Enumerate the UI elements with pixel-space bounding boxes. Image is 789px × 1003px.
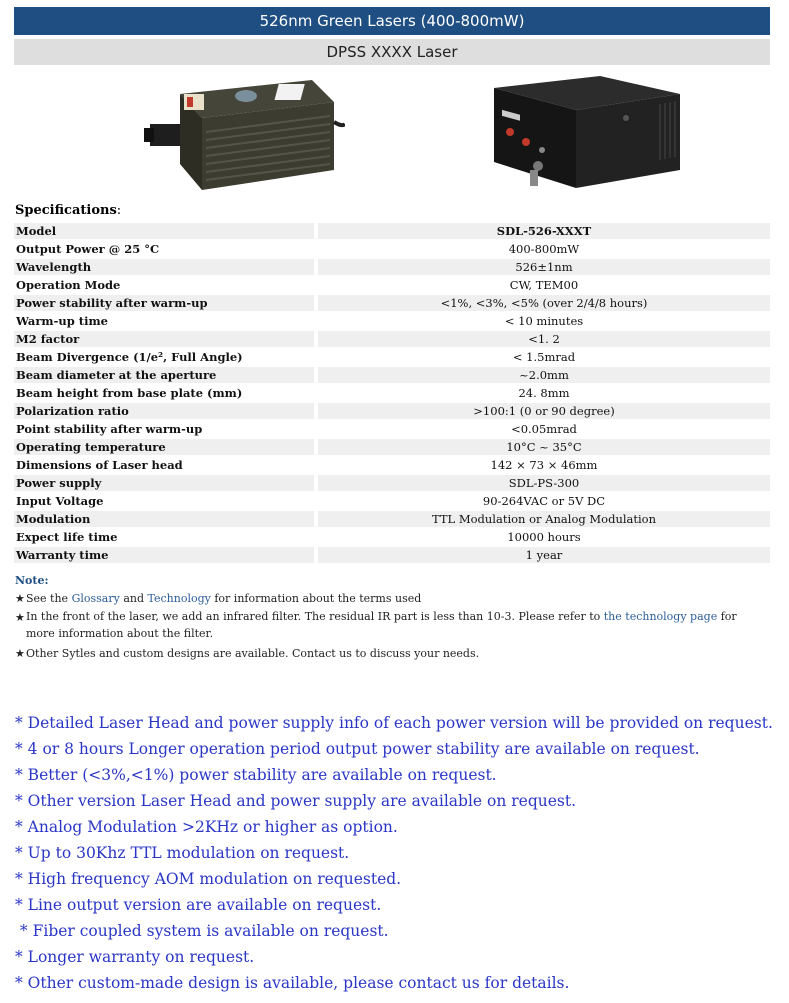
- spec-key: Point stability after warm-up: [14, 421, 314, 437]
- table-row: [14, 511, 770, 527]
- technology-link[interactable]: Technology: [147, 592, 211, 605]
- spec-key: Warm-up time: [14, 313, 314, 329]
- star-icon: ★: [15, 610, 25, 624]
- table-row: [14, 313, 770, 329]
- note-item: ★See the Glossary and Technology for information about the terms used: [15, 592, 422, 605]
- spec-value: < 10 minutes: [318, 313, 770, 329]
- table-row: [14, 277, 770, 293]
- table-row: [14, 223, 770, 239]
- list-item: * Line output version are available on request.: [15, 896, 382, 914]
- table-row: [14, 529, 770, 545]
- spec-key: Beam Divergence (1/e², Full Angle): [14, 349, 314, 365]
- spec-value: SDL-PS-300: [318, 475, 770, 491]
- spec-key: Dimensions of Laser head: [14, 457, 314, 473]
- power-supply-photo: [480, 70, 685, 196]
- product-subtitle: DPSS XXXX Laser: [14, 39, 770, 65]
- table-row: [14, 475, 770, 491]
- spec-key: Beam diameter at the aperture: [14, 367, 314, 383]
- spec-value: <0.05mrad: [318, 421, 770, 437]
- spec-key: Input Voltage: [14, 493, 314, 509]
- table-row: [14, 457, 770, 473]
- list-item: * Other custom-made design is available, please contact us for details.: [15, 974, 570, 992]
- list-item: * Up to 30Khz TTL modulation on request.: [15, 844, 350, 862]
- list-item: * Analog Modulation >2KHz or higher as option.: [15, 818, 398, 836]
- spec-value: >100:1 (0 or 90 degree): [318, 403, 770, 419]
- spec-value: 10000 hours: [318, 529, 770, 545]
- table-row: [14, 259, 770, 275]
- spec-key: M2 factor: [14, 331, 314, 347]
- note-heading: Note:: [15, 574, 49, 587]
- list-item: * Fiber coupled system is available on request.: [15, 922, 389, 940]
- spec-value: ~2.0mm: [318, 367, 770, 383]
- list-item: * Longer warranty on request.: [15, 948, 255, 966]
- list-item: * Other version Laser Head and power supply are available on request.: [15, 792, 577, 810]
- spec-key: Operation Mode: [14, 277, 314, 293]
- spec-key: Model: [14, 223, 314, 239]
- page-title: 526nm Green Lasers (400-800mW): [14, 7, 770, 35]
- spec-value: < 1.5mrad: [318, 349, 770, 365]
- spec-value: <1. 2: [318, 331, 770, 347]
- list-item: * High frequency AOM modulation on requested.: [15, 870, 402, 888]
- laser-head-photo: [142, 72, 345, 196]
- table-row: [14, 493, 770, 509]
- table-row: [14, 385, 770, 401]
- spec-value: SDL-526-XXXT: [318, 223, 770, 239]
- request-options-list: [15, 710, 773, 996]
- table-row: [14, 331, 770, 347]
- spec-value: <1%, <3%, <5% (over 2/4/8 hours): [318, 295, 770, 311]
- spec-key: Modulation: [14, 511, 314, 527]
- note-item: ★Other Sytles and custom designs are available. Contact us to discuss your needs.: [15, 647, 480, 660]
- table-row: [14, 295, 770, 311]
- spec-key: Power stability after warm-up: [14, 295, 314, 311]
- spec-key: Polarization ratio: [14, 403, 314, 419]
- spec-value: 10°C ~ 35°C: [318, 439, 770, 455]
- specifications-table: [14, 221, 770, 565]
- spec-key: Output Power @ 25 °C: [14, 241, 314, 257]
- note-item: ★In the front of the laser, we add an infrared filter. The residual IR part is less than 10-3. Please refer to the technology page for more information about the filter.: [15, 610, 737, 640]
- spec-value: 90-264VAC or 5V DC: [318, 493, 770, 509]
- spec-value: 1 year: [318, 547, 770, 563]
- spec-value: 526±1nm: [318, 259, 770, 275]
- table-row: [14, 367, 770, 383]
- list-item: * Better (<3%,<1%) power stability are available on request.: [15, 766, 497, 784]
- table-row: [14, 241, 770, 257]
- star-icon: ★: [15, 647, 25, 660]
- spec-value: 400-800mW: [318, 241, 770, 257]
- spec-key: Warranty time: [14, 547, 314, 563]
- spec-key: Beam height from base plate (mm): [14, 385, 314, 401]
- spec-key: Power supply: [14, 475, 314, 491]
- technology-page-link[interactable]: the technology page: [603, 610, 718, 623]
- table-row: [14, 547, 770, 563]
- table-row: [14, 349, 770, 365]
- table-row: [14, 421, 770, 437]
- spec-value: 24. 8mm: [318, 385, 770, 401]
- spec-value: 142 × 73 × 46mm: [318, 457, 770, 473]
- table-row: [14, 403, 770, 419]
- list-item: * Detailed Laser Head and power supply info of each power version will be provided on request.: [15, 714, 773, 732]
- spec-value: TTL Modulation or Analog Modulation: [318, 511, 770, 527]
- spec-key: Operating temperature: [14, 439, 314, 455]
- spec-key: Wavelength: [14, 259, 314, 275]
- spec-value: CW, TEM00: [318, 277, 770, 293]
- spec-key: Expect life time: [14, 529, 314, 545]
- list-item: * 4 or 8 hours Longer operation period output power stability are available on request.: [15, 740, 700, 758]
- glossary-link[interactable]: Glossary: [71, 592, 120, 605]
- table-row: [14, 439, 770, 455]
- specifications-heading: Specifications:: [15, 203, 122, 218]
- star-icon: ★: [15, 592, 25, 605]
